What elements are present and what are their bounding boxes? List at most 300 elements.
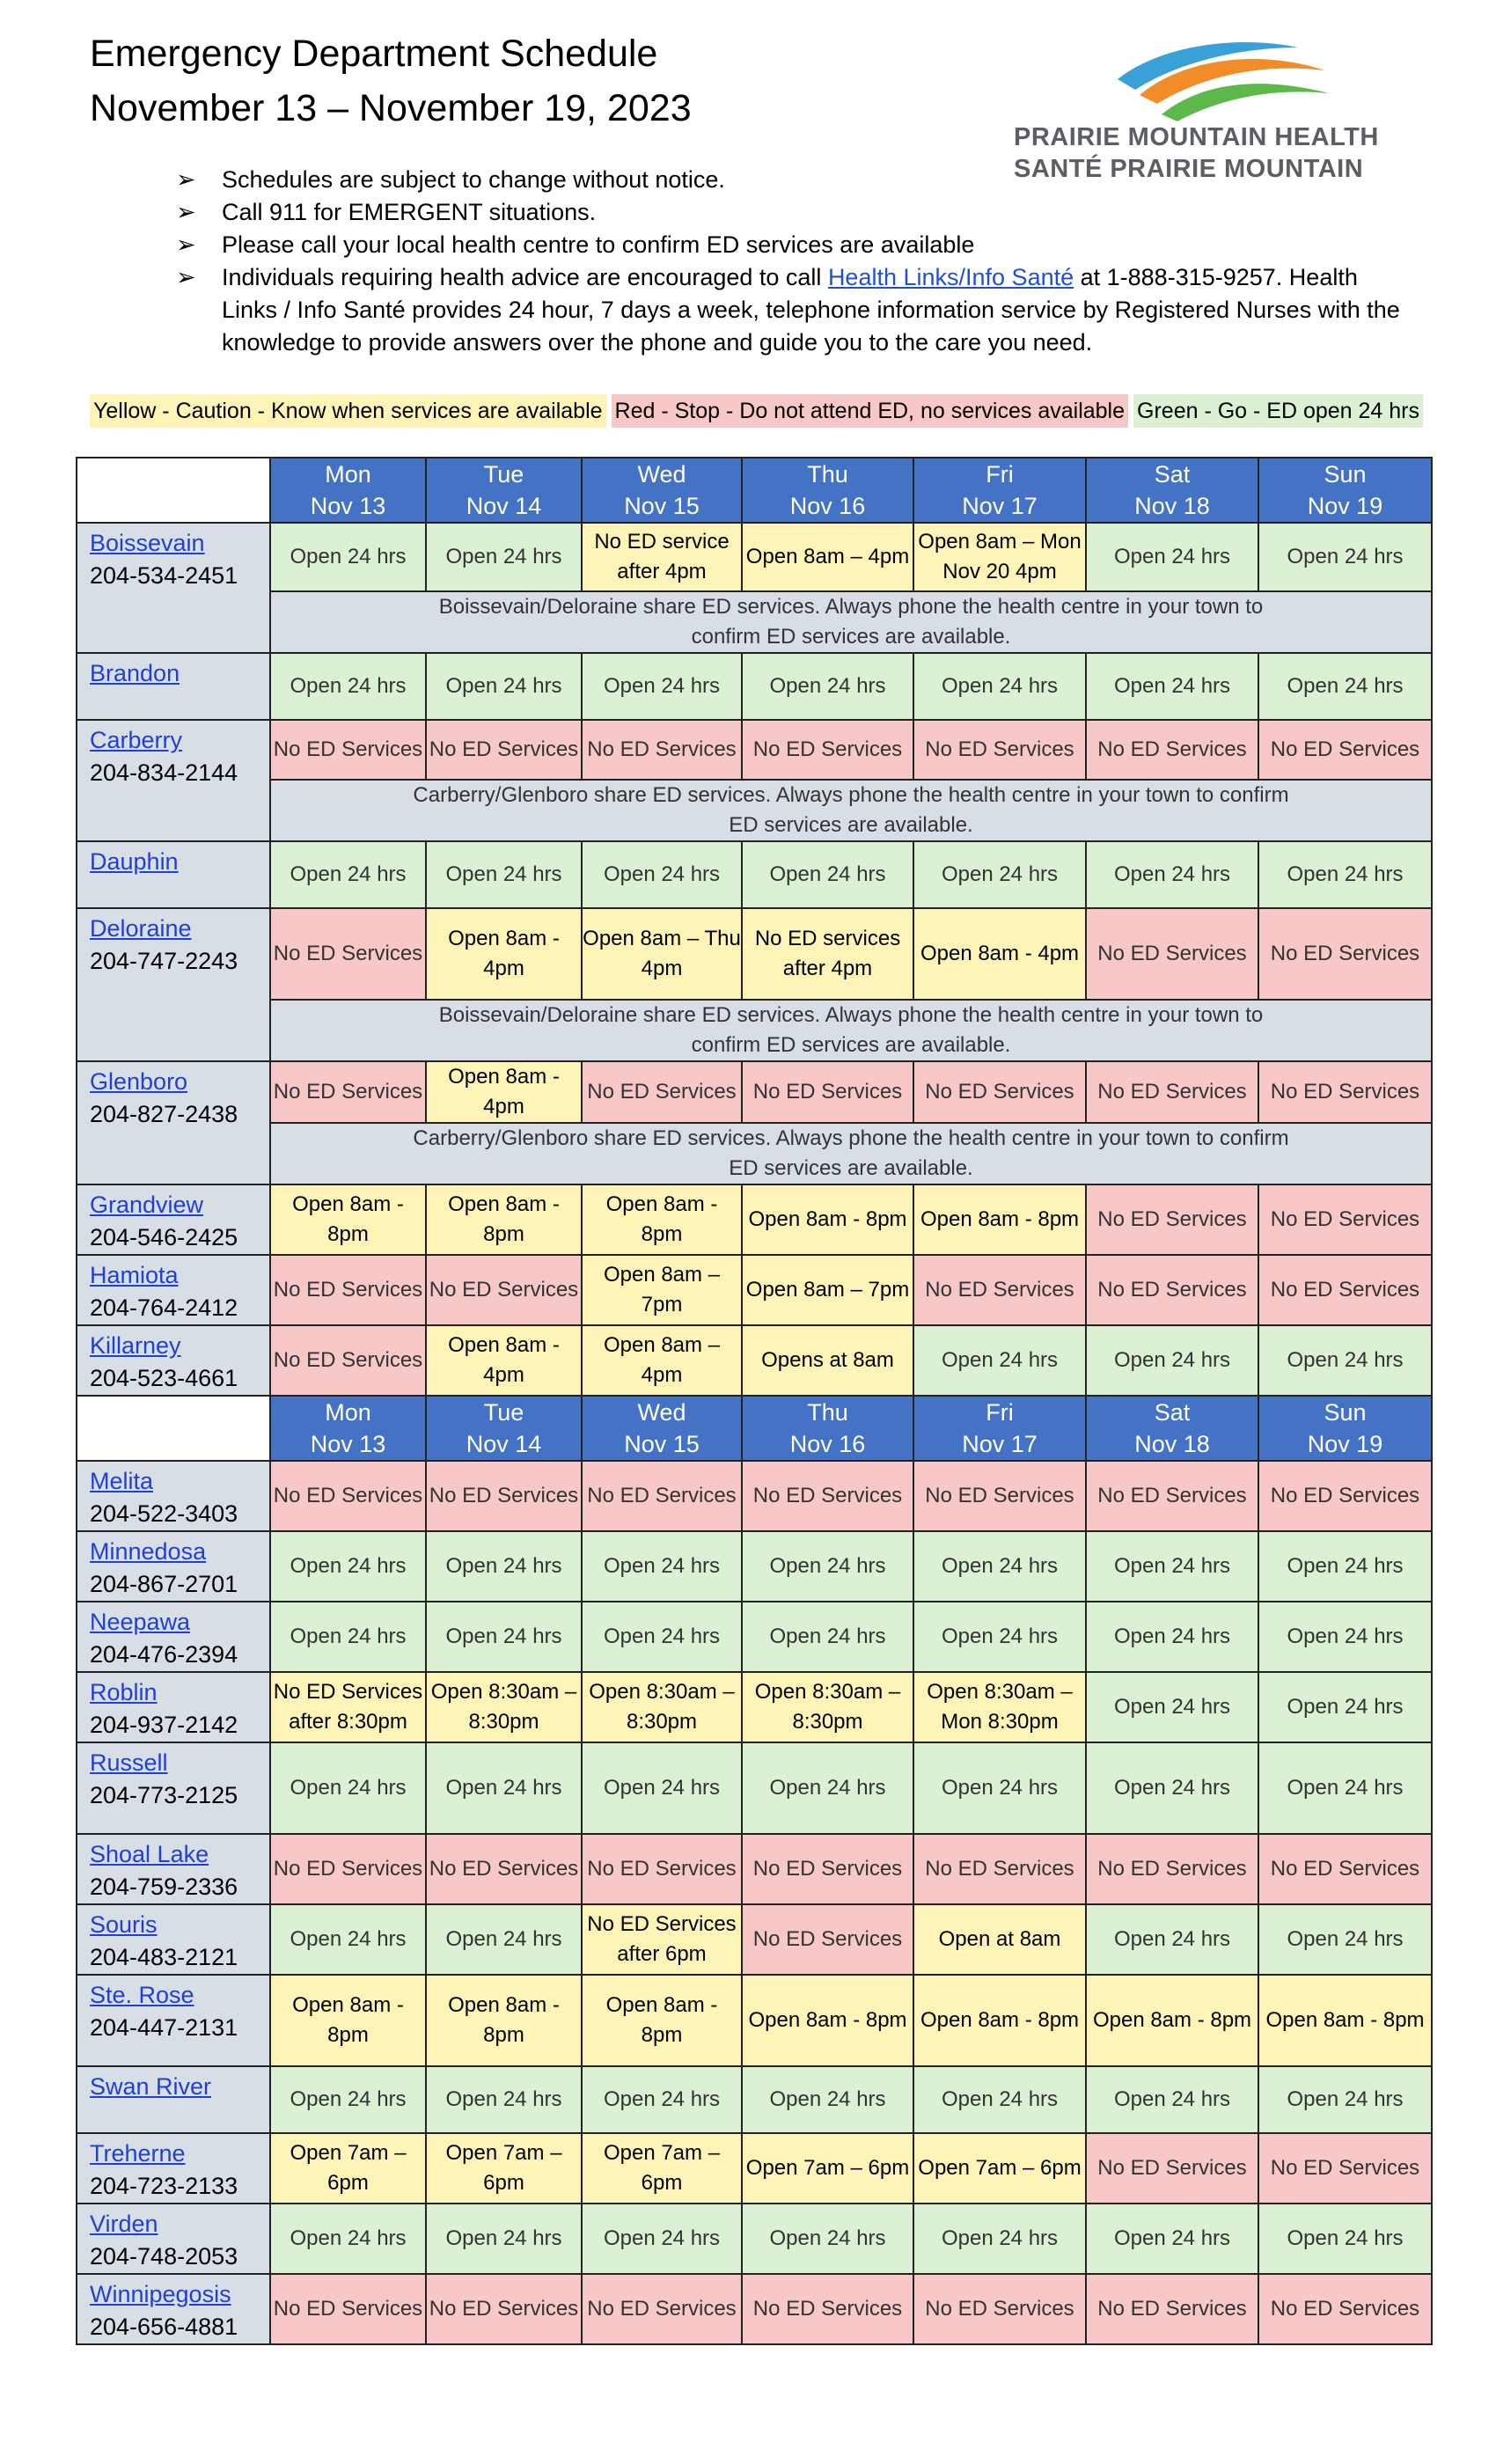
status-cell-wed: No ED Services	[582, 2274, 742, 2344]
status-cell-sun: Open 24 hrs	[1258, 1602, 1432, 1672]
site-phone: 204-827-2438	[90, 1101, 238, 1127]
shared-services-row	[77, 780, 1432, 841]
status-cell-thu: Open 24 hrs	[742, 2204, 913, 2274]
day-name: Sun	[1324, 1399, 1367, 1426]
notice-item	[176, 196, 1408, 229]
site-cell	[77, 1325, 270, 1396]
status-cell-fri: Open 8am - 8pm	[913, 1184, 1086, 1255]
status-cell-sun: No ED Services	[1258, 1461, 1432, 1531]
day-header-sat	[1086, 458, 1258, 523]
shared-services-text: Boissevain/Deloraine share ED services. Always phone the health centre in your town to confirm ED services are available.	[438, 595, 1264, 649]
site-name-link[interactable]: Roblin	[90, 1679, 158, 1705]
day-name: Fri	[986, 1399, 1014, 1426]
site-cell	[77, 523, 270, 653]
status-cell-wed: Open 8am – 4pm	[582, 1325, 742, 1396]
schedule-body	[77, 458, 1432, 2344]
status-cell-wed: Open 24 hrs	[582, 653, 742, 720]
status-cell-mon: Open 8am - 8pm	[270, 1975, 426, 2066]
status-cell-thu: Open 24 hrs	[742, 653, 913, 720]
status-cell-mon: Open 8am - 8pm	[270, 1184, 426, 1255]
header-corner-cell	[77, 1396, 270, 1461]
status-cell-fri: Open 24 hrs	[913, 1742, 1086, 1834]
status-cell-mon: No ED Services	[270, 1834, 426, 1904]
status-cell-wed: No ED Services	[582, 720, 742, 780]
status-cell-wed: Open 8am - 8pm	[582, 1184, 742, 1255]
site-cell	[77, 1904, 270, 1975]
site-row	[77, 2133, 1432, 2204]
status-cell-tue: Open 24 hrs	[426, 1602, 582, 1672]
status-cell-sat: No ED Services	[1086, 908, 1258, 1000]
status-cell-sat: Open 24 hrs	[1086, 1672, 1258, 1742]
site-name-link[interactable]: Treherne	[90, 2140, 186, 2167]
status-cell-mon: No ED Services	[270, 1061, 426, 1123]
color-legend	[90, 394, 1428, 428]
status-cell-sat: Open 24 hrs	[1086, 1531, 1258, 1602]
site-cell	[77, 1975, 270, 2066]
status-cell-fri: No ED Services	[913, 1061, 1086, 1123]
status-cell-sun: Open 24 hrs	[1258, 1325, 1432, 1396]
status-cell-thu: Open 24 hrs	[742, 1602, 913, 1672]
day-name: Wed	[637, 461, 686, 488]
notice-item	[176, 164, 1408, 196]
shared-services-note	[270, 1123, 1432, 1184]
site-phone: 204-523-4661	[90, 1365, 238, 1391]
status-cell-mon: No ED Services	[270, 2274, 426, 2344]
day-name: Thu	[807, 461, 848, 488]
status-cell-mon: Open 24 hrs	[270, 2204, 426, 2274]
status-cell-thu: Open 7am – 6pm	[742, 2133, 913, 2204]
day-name: Mon	[325, 461, 371, 488]
status-cell-thu: No ED Services	[742, 1904, 913, 1975]
site-row	[77, 1904, 1432, 1975]
site-name-link[interactable]: Minnedosa	[90, 1538, 207, 1565]
day-date: Nov 19	[1307, 1431, 1383, 1457]
status-cell-fri: Open 24 hrs	[913, 1325, 1086, 1396]
day-date: Nov 18	[1134, 493, 1210, 519]
site-phone: 204-447-2131	[90, 2014, 238, 2041]
logo-swoosh-icon	[1109, 35, 1338, 123]
day-name: Mon	[325, 1399, 371, 1426]
legend-red: Red - Stop - Do not attend ED, no services available	[612, 394, 1128, 428]
day-header-mon	[270, 1396, 426, 1461]
notice-item	[176, 261, 1408, 359]
header-corner-cell	[77, 458, 270, 523]
site-name-link[interactable]: Souris	[90, 1911, 158, 1938]
notice-text-pre: Individuals requiring health advice are encouraged to call	[222, 264, 828, 290]
site-row	[77, 1672, 1432, 1742]
status-cell-tue: Open 8am - 8pm	[426, 1975, 582, 2066]
status-cell-sat: Open 24 hrs	[1086, 2204, 1258, 2274]
site-cell	[77, 1184, 270, 1255]
status-cell-sun: Open 24 hrs	[1258, 1531, 1432, 1602]
site-name-link[interactable]: Carberry	[90, 727, 183, 753]
status-cell-mon: Open 24 hrs	[270, 1531, 426, 1602]
site-phone: 204-748-2053	[90, 2243, 238, 2270]
day-header-wed	[582, 458, 742, 523]
status-cell-fri: Open 8:30am –Mon 8:30pm	[913, 1672, 1086, 1742]
status-cell-tue: Open 7am – 6pm	[426, 2133, 582, 2204]
site-name-link[interactable]: Killarney	[90, 1332, 181, 1359]
health-links-link[interactable]: Health Links/Info Santé	[827, 264, 1074, 290]
status-cell-sat: Open 24 hrs	[1086, 523, 1258, 591]
site-cell	[77, 1742, 270, 1834]
arrow-bullet-icon: ➢	[176, 166, 196, 193]
site-name-link[interactable]: Neepawa	[90, 1609, 191, 1635]
shared-services-row	[77, 1000, 1432, 1061]
status-cell-thu: Open 8am – 4pm	[742, 523, 913, 591]
status-cell-wed: Open 7am – 6pm	[582, 2133, 742, 2204]
shared-services-note	[270, 780, 1432, 841]
site-cell	[77, 841, 270, 908]
site-phone: 204-476-2394	[90, 1641, 238, 1668]
status-cell-sat: No ED Services	[1086, 1061, 1258, 1123]
site-row	[77, 720, 1432, 780]
shared-services-note	[270, 591, 1432, 653]
status-cell-wed: Open 8am - 8pm	[582, 1975, 742, 2066]
shared-services-text: Carberry/Glenboro share ED services. Always phone the health centre in your town to confirm ED services are available.	[413, 1126, 1289, 1180]
ed-schedule-table	[76, 457, 1433, 2345]
site-phone: 204-723-2133	[90, 2173, 238, 2199]
day-date: Nov 14	[466, 493, 542, 519]
day-header-wed	[582, 1396, 742, 1461]
status-cell-mon: No ED Services after 8:30pm	[270, 1672, 426, 1742]
status-cell-tue: Open 8am - 4pm	[426, 908, 582, 1000]
status-cell-sun: No ED Services	[1258, 2133, 1432, 2204]
status-cell-sat: No ED Services	[1086, 1834, 1258, 1904]
site-cell	[77, 2204, 270, 2274]
site-row	[77, 1461, 1432, 1531]
status-cell-sat: No ED Services	[1086, 1255, 1258, 1325]
day-date: Nov 13	[310, 1431, 386, 1457]
status-cell-wed: Open 24 hrs	[582, 1742, 742, 1834]
day-date: Nov 17	[962, 493, 1038, 519]
site-phone: 204-937-2142	[90, 1712, 238, 1738]
notice-text: Schedules are subject to change without notice.	[222, 166, 725, 193]
status-cell-tue: Open 24 hrs	[426, 2204, 582, 2274]
status-cell-sat: Open 24 hrs	[1086, 841, 1258, 908]
status-cell-thu: No ED services after 4pm	[742, 908, 913, 1000]
day-header-thu	[742, 458, 913, 523]
status-cell-tue: Open 24 hrs	[426, 653, 582, 720]
status-cell-wed: Open 24 hrs	[582, 1602, 742, 1672]
day-name: Fri	[986, 461, 1014, 488]
site-phone: 204-764-2412	[90, 1294, 238, 1321]
notice-item	[176, 229, 1408, 261]
status-cell-tue: Open 24 hrs	[426, 1531, 582, 1602]
shared-services-row	[77, 1123, 1432, 1184]
site-phone: 204-522-3403	[90, 1500, 238, 1527]
status-cell-mon: Open 24 hrs	[270, 653, 426, 720]
site-cell	[77, 1602, 270, 1672]
site-row	[77, 1975, 1432, 2066]
site-name-link[interactable]: Ste. Rose	[90, 1982, 194, 2008]
status-cell-sun: No ED Services	[1258, 1184, 1432, 1255]
status-cell-wed: No ED Services	[582, 1834, 742, 1904]
site-cell	[77, 1834, 270, 1904]
shared-services-note	[270, 1000, 1432, 1061]
site-row	[77, 523, 1432, 591]
day-date: Nov 15	[624, 1431, 700, 1457]
site-phone: 204-534-2451	[90, 562, 238, 589]
site-name-link[interactable]: Grandview	[90, 1192, 204, 1218]
status-cell-mon: No ED Services	[270, 720, 426, 780]
arrow-bullet-icon: ➢	[176, 199, 196, 225]
status-cell-sat: Open 24 hrs	[1086, 1325, 1258, 1396]
site-cell	[77, 1531, 270, 1602]
legend-yellow: Yellow - Caution - Know when services are available	[90, 394, 606, 428]
site-cell	[77, 653, 270, 720]
status-cell-sun: No ED Services	[1258, 2274, 1432, 2344]
status-cell-sat: No ED Services	[1086, 2133, 1258, 2204]
status-cell-thu: Open 24 hrs	[742, 2066, 913, 2133]
site-row	[77, 908, 1432, 1000]
day-header-sun	[1258, 458, 1432, 523]
site-cell	[77, 720, 270, 841]
status-cell-sun: Open 24 hrs	[1258, 1672, 1432, 1742]
site-row	[77, 1531, 1432, 1602]
status-cell-thu: No ED Services	[742, 2274, 913, 2344]
status-cell-fri: Open 24 hrs	[913, 2204, 1086, 2274]
status-cell-sat: Open 24 hrs	[1086, 1742, 1258, 1834]
status-cell-tue: Open 24 hrs	[426, 523, 582, 591]
site-phone: 204-773-2125	[90, 1782, 238, 1808]
status-cell-mon: No ED Services	[270, 1461, 426, 1531]
site-row	[77, 1061, 1432, 1123]
arrow-bullet-icon: ➢	[176, 231, 196, 258]
site-cell	[77, 2274, 270, 2344]
day-header-sat	[1086, 1396, 1258, 1461]
status-cell-mon: No ED Services	[270, 1255, 426, 1325]
status-cell-sun: Open 24 hrs	[1258, 1742, 1432, 1834]
logo-text-english: PRAIRIE MOUNTAIN HEALTH	[1014, 123, 1379, 151]
shared-services-row	[77, 591, 1432, 653]
site-phone: 204-483-2121	[90, 1944, 238, 1970]
day-name: Tue	[483, 461, 524, 488]
arrow-bullet-icon: ➢	[176, 264, 196, 290]
day-header-row	[77, 458, 1432, 523]
status-cell-tue: No ED Services	[426, 1255, 582, 1325]
status-cell-wed: No ED Services	[582, 1061, 742, 1123]
site-name-link[interactable]: Melita	[90, 1468, 154, 1494]
status-cell-wed: Open 24 hrs	[582, 1531, 742, 1602]
status-cell-thu: Open 24 hrs	[742, 841, 913, 908]
day-name: Thu	[807, 1399, 848, 1426]
status-cell-thu: No ED Services	[742, 1834, 913, 1904]
status-cell-sun: No ED Services	[1258, 1834, 1432, 1904]
status-cell-tue: No ED Services	[426, 1461, 582, 1531]
day-name: Sat	[1154, 461, 1191, 488]
status-cell-tue: No ED Services	[426, 1834, 582, 1904]
site-name-link[interactable]: Shoal Lake	[90, 1841, 209, 1867]
status-cell-tue: Open 8am - 4pm	[426, 1325, 582, 1396]
day-date: Nov 16	[789, 1431, 866, 1457]
status-cell-sun: Open 8am - 8pm	[1258, 1975, 1432, 2066]
status-cell-wed: Open 8am – Thu 4pm	[582, 908, 742, 1000]
site-name-link[interactable]: Dauphin	[90, 848, 179, 875]
status-cell-tue: Open 8am - 8pm	[426, 1184, 582, 1255]
day-header-fri	[913, 458, 1086, 523]
site-phone: 204-747-2243	[90, 948, 238, 974]
status-cell-thu: No ED Services	[742, 720, 913, 780]
site-name-link[interactable]: Winnipegosis	[90, 2281, 231, 2307]
status-cell-mon: Open 24 hrs	[270, 1742, 426, 1834]
status-cell-sat: No ED Services	[1086, 1461, 1258, 1531]
day-name: Sat	[1154, 1399, 1191, 1426]
status-cell-mon: No ED Services	[270, 1325, 426, 1396]
site-name-link[interactable]: Virden	[90, 2211, 158, 2237]
status-cell-tue: Open 24 hrs	[426, 1904, 582, 1975]
day-date: Nov 18	[1134, 1431, 1210, 1457]
status-cell-fri: No ED Services	[913, 1834, 1086, 1904]
status-cell-wed: No ED Services after 6pm	[582, 1904, 742, 1975]
status-cell-sat: No ED Services	[1086, 720, 1258, 780]
status-cell-sun: No ED Services	[1258, 1255, 1432, 1325]
status-cell-tue: No ED Services	[426, 2274, 582, 2344]
site-phone: 204-759-2336	[90, 1874, 238, 1900]
site-name-link[interactable]: Deloraine	[90, 915, 192, 942]
status-cell-mon: Open 24 hrs	[270, 2066, 426, 2133]
site-cell	[77, 1061, 270, 1184]
status-cell-wed: Open 24 hrs	[582, 2204, 742, 2274]
day-header-tue	[426, 458, 582, 523]
site-phone: 204-834-2144	[90, 759, 238, 786]
status-cell-sun: Open 24 hrs	[1258, 523, 1432, 591]
day-date: Nov 15	[624, 493, 700, 519]
status-cell-fri: No ED Services	[913, 2274, 1086, 2344]
status-cell-wed: Open 24 hrs	[582, 2066, 742, 2133]
status-cell-sat: No ED Services	[1086, 1184, 1258, 1255]
title-line-2: November 13 – November 19, 2023	[90, 87, 692, 129]
status-cell-fri: Open 24 hrs	[913, 1602, 1086, 1672]
day-header-fri	[913, 1396, 1086, 1461]
day-date: Nov 13	[310, 493, 386, 519]
status-cell-thu: Open 8am – 7pm	[742, 1255, 913, 1325]
status-cell-wed: Open 24 hrs	[582, 841, 742, 908]
day-header-row	[77, 1396, 1432, 1461]
status-cell-fri: Open 24 hrs	[913, 841, 1086, 908]
site-cell	[77, 1255, 270, 1325]
status-cell-wed: Open 8am – 7pm	[582, 1255, 742, 1325]
site-row	[77, 1325, 1432, 1396]
site-cell	[77, 2066, 270, 2133]
notice-text: Call 911 for EMERGENT situations.	[222, 199, 597, 225]
shared-services-text: Boissevain/Deloraine share ED services. Always phone the health centre in your town to confirm ED services are available.	[438, 1003, 1264, 1057]
status-cell-tue: No ED Services	[426, 720, 582, 780]
status-cell-tue: Open 8:30am – 8:30pm	[426, 1672, 582, 1742]
day-date: Nov 16	[789, 493, 866, 519]
status-cell-thu: No ED Services	[742, 1461, 913, 1531]
day-name: Wed	[637, 1399, 686, 1426]
status-cell-thu: Open 24 hrs	[742, 1531, 913, 1602]
day-header-tue	[426, 1396, 582, 1461]
site-name-link[interactable]: Hamiota	[90, 1262, 179, 1288]
status-cell-sat: Open 8am - 8pm	[1086, 1975, 1258, 2066]
status-cell-sun: No ED Services	[1258, 720, 1432, 780]
day-date: Nov 14	[466, 1431, 542, 1457]
status-cell-sun: No ED Services	[1258, 1061, 1432, 1123]
status-cell-thu: Opens at 8am	[742, 1325, 913, 1396]
site-row	[77, 841, 1432, 908]
status-cell-thu: Open 8am - 8pm	[742, 1184, 913, 1255]
site-phone: 204-867-2701	[90, 1571, 238, 1597]
status-cell-sun: Open 24 hrs	[1258, 841, 1432, 908]
status-cell-thu: Open 8am - 8pm	[742, 1975, 913, 2066]
site-row	[77, 1834, 1432, 1904]
status-cell-fri: No ED Services	[913, 720, 1086, 780]
status-cell-fri: No ED Services	[913, 1461, 1086, 1531]
status-cell-fri: Open at 8am	[913, 1904, 1086, 1975]
status-cell-fri: Open 8am - 8pm	[913, 1975, 1086, 2066]
site-name-link[interactable]: Boissevain	[90, 530, 205, 556]
day-header-sun	[1258, 1396, 1432, 1461]
status-cell-mon: Open 24 hrs	[270, 1904, 426, 1975]
status-cell-mon: Open 7am – 6pm	[270, 2133, 426, 2204]
notice-text: Please call your local health centre to confirm ED services are available	[222, 231, 975, 258]
status-cell-sun: Open 24 hrs	[1258, 653, 1432, 720]
site-row	[77, 1255, 1432, 1325]
status-cell-tue: Open 8am - 4pm	[426, 1061, 582, 1123]
status-cell-fri: Open 24 hrs	[913, 2066, 1086, 2133]
day-header-thu	[742, 1396, 913, 1461]
status-cell-sat: No ED Services	[1086, 2274, 1258, 2344]
site-row	[77, 2274, 1432, 2344]
page-title	[90, 26, 692, 136]
legend-green: Green - Go - ED open 24 hrs	[1133, 394, 1423, 428]
site-name-link[interactable]: Glenboro	[90, 1068, 188, 1095]
status-cell-fri: Open 24 hrs	[913, 1531, 1086, 1602]
site-phone: 204-656-4881	[90, 2314, 238, 2340]
status-cell-mon: No ED Services	[270, 908, 426, 1000]
status-cell-fri: No ED Services	[913, 1255, 1086, 1325]
logo-swoosh-green	[1162, 84, 1329, 121]
title-line-1: Emergency Department Schedule	[90, 33, 658, 75]
status-cell-sat: Open 24 hrs	[1086, 653, 1258, 720]
status-cell-thu: Open 8:30am – 8:30pm	[742, 1672, 913, 1742]
status-cell-sun: Open 24 hrs	[1258, 1904, 1432, 1975]
status-cell-sat: Open 24 hrs	[1086, 1602, 1258, 1672]
site-cell	[77, 908, 270, 1061]
day-name: Sun	[1324, 461, 1367, 488]
status-cell-fri: Open 24 hrs	[913, 653, 1086, 720]
site-name-link[interactable]: Swan River	[90, 2073, 212, 2100]
status-cell-fri: Open 8am - 4pm	[913, 908, 1086, 1000]
notice-list	[176, 164, 1408, 359]
day-date: Nov 17	[962, 1431, 1038, 1457]
shared-services-text: Carberry/Glenboro share ED services. Always phone the health centre in your town to confirm ED services are available.	[413, 783, 1289, 837]
site-name-link[interactable]: Russell	[90, 1749, 168, 1776]
status-cell-fri: Open 8am – Mon Nov 20 4pm	[913, 523, 1086, 591]
day-header-mon	[270, 458, 426, 523]
logo-text-french: SANTÉ PRAIRIE MOUNTAIN	[1014, 155, 1364, 183]
status-cell-fri: Open 7am – 6pm	[913, 2133, 1086, 2204]
site-row	[77, 2066, 1432, 2133]
site-row	[77, 653, 1432, 720]
day-name: Tue	[483, 1399, 524, 1426]
site-row	[77, 2204, 1432, 2274]
notice-text-post: at 1-888-315-9257. Health Links / Info Santé provides 24 hour, 7 days a week, telephone information service by Registered Nurses with the knowledge to provide answers over the phone and guide you to the care you need.	[222, 264, 1400, 356]
site-row	[77, 1602, 1432, 1672]
site-cell	[77, 2133, 270, 2204]
site-row	[77, 1742, 1432, 1834]
site-phone: 204-546-2425	[90, 1224, 238, 1250]
status-cell-sun: Open 24 hrs	[1258, 2066, 1432, 2133]
site-name-link[interactable]: Brandon	[90, 660, 180, 686]
status-cell-mon: Open 24 hrs	[270, 1602, 426, 1672]
status-cell-sat: Open 24 hrs	[1086, 1904, 1258, 1975]
status-cell-sat: Open 24 hrs	[1086, 2066, 1258, 2133]
status-cell-mon: Open 24 hrs	[270, 523, 426, 591]
site-cell	[77, 1461, 270, 1531]
